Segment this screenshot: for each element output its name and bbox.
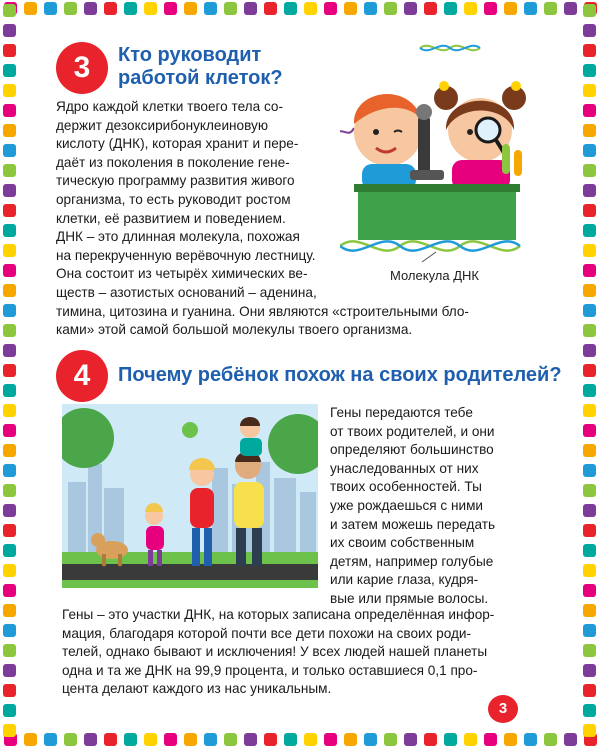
border-square [583, 164, 596, 177]
magnifier-icon [476, 118, 500, 142]
border-square [583, 264, 596, 277]
border-square [583, 704, 596, 717]
text-line: от твоих родителей, и они [330, 423, 495, 439]
text-line: организма, то есть руководит ростом [56, 191, 291, 207]
border-square [583, 104, 596, 117]
border-square [504, 733, 517, 746]
border-square [424, 733, 437, 746]
section-3-title-line: работой клеток? [118, 67, 283, 89]
border-square [3, 244, 16, 257]
family-illustration [62, 404, 318, 588]
dna-icon [340, 128, 354, 136]
border-square [583, 4, 596, 17]
border-square [144, 2, 157, 15]
border-square [464, 733, 477, 746]
border-square [504, 2, 517, 15]
text-line: даёт из поколения в поколение гене- [56, 154, 290, 170]
border-square [204, 733, 217, 746]
border-square [3, 24, 16, 37]
border-square [524, 2, 537, 15]
border-square [583, 444, 596, 457]
border-square [583, 284, 596, 297]
border-square [564, 733, 577, 746]
border-square [3, 684, 16, 697]
border-square [104, 733, 117, 746]
border-square [344, 2, 357, 15]
border-square [284, 2, 297, 15]
border-square [583, 664, 596, 677]
border-square [583, 404, 596, 417]
border-square [304, 733, 317, 746]
border-square [3, 144, 16, 157]
border-square [3, 444, 16, 457]
border-square [44, 733, 57, 746]
border-square [3, 584, 16, 597]
text-line: Она состоит из четырёх химических ве- [56, 266, 308, 282]
border-square [424, 2, 437, 15]
section-4-title: Почему ребёнок похож на своих родителей? [118, 364, 562, 386]
text-line: определяют большинство [330, 442, 494, 458]
text-line: на перекрученную верёвочную лестницу. [56, 247, 316, 263]
text-line: тическую программу развития живого [56, 173, 295, 189]
border-square [583, 424, 596, 437]
border-square [304, 2, 317, 15]
section-4-paragraph [62, 606, 494, 699]
border-square [583, 604, 596, 617]
border-square [3, 284, 16, 297]
border-square [583, 484, 596, 497]
border-square [324, 2, 337, 15]
border-square [544, 733, 557, 746]
border-square [3, 624, 16, 637]
border-square [583, 464, 596, 477]
text-line: ками» этой самой большой молекулы твоего организма. [56, 322, 413, 338]
border-square [444, 2, 457, 15]
border-square [583, 364, 596, 377]
decorative-border-top [0, 2, 600, 16]
border-square [284, 733, 297, 746]
border-square [544, 2, 557, 15]
border-square [3, 464, 16, 477]
border-square [404, 733, 417, 746]
border-square [3, 104, 16, 117]
border-square [484, 733, 497, 746]
border-square [3, 204, 16, 217]
text-line: вые или прямые волосы. [330, 590, 489, 606]
border-square [3, 704, 16, 717]
border-square [404, 2, 417, 15]
border-square [583, 324, 596, 337]
border-square [3, 44, 16, 57]
border-square [3, 84, 16, 97]
border-square [3, 164, 16, 177]
border-square [64, 733, 77, 746]
text-line: Ядро каждой клетки твоего тела со- [56, 99, 283, 114]
text-line: клетки, её развитием и поведением. [56, 210, 286, 226]
border-square [583, 724, 596, 737]
border-square [583, 504, 596, 517]
text-line: ществ – азотистых оснований – аденина, [56, 284, 317, 300]
border-square [3, 604, 16, 617]
border-square [3, 404, 16, 417]
border-square [84, 733, 97, 746]
border-square [583, 84, 596, 97]
border-square [464, 2, 477, 15]
border-square [164, 733, 177, 746]
border-square [3, 124, 16, 137]
border-square [3, 4, 16, 17]
page-number: 3 [488, 695, 518, 723]
border-square [64, 2, 77, 15]
section-4-number-badge: 4 [56, 350, 108, 402]
border-square [244, 2, 257, 15]
border-square [3, 484, 16, 497]
border-square [583, 304, 596, 317]
decorative-border-bottom [0, 733, 600, 747]
border-square [3, 264, 16, 277]
border-square [3, 384, 16, 397]
border-square [3, 664, 16, 677]
border-square [583, 184, 596, 197]
border-square [3, 324, 16, 337]
border-square [3, 564, 16, 577]
border-square [3, 304, 16, 317]
border-square [583, 544, 596, 557]
border-square [3, 544, 16, 557]
border-square [583, 124, 596, 137]
border-square [583, 624, 596, 637]
section-3-number-badge: 3 [56, 42, 108, 94]
border-square [344, 733, 357, 746]
text-line: или карие глаза, кудря- [330, 572, 479, 588]
border-square [124, 733, 137, 746]
border-square [184, 2, 197, 15]
border-square [3, 224, 16, 237]
border-square [184, 733, 197, 746]
border-square [583, 204, 596, 217]
border-square [224, 733, 237, 746]
border-square [384, 733, 397, 746]
border-square [3, 184, 16, 197]
border-square [583, 584, 596, 597]
border-square [583, 224, 596, 237]
text-line: их своим собственным [330, 535, 475, 551]
text-line: детям, например голубые [330, 553, 494, 569]
text-line: ДНК – это длинная молекула, похожая [56, 229, 300, 245]
border-square [583, 24, 596, 37]
kids-science-illustration [340, 40, 540, 290]
border-square [24, 733, 37, 746]
section-4-side-text [330, 404, 495, 609]
border-square [583, 44, 596, 57]
border-square [3, 344, 16, 357]
lab-table [358, 188, 516, 240]
border-square [583, 344, 596, 357]
decorative-border-left [2, 0, 18, 750]
border-square [204, 2, 217, 15]
border-square [364, 2, 377, 15]
border-square [84, 2, 97, 15]
test-tube-icon [514, 150, 522, 176]
text-line: кислоту (ДНК), которая хранит и пере- [56, 136, 299, 152]
text-line: унаследованных от них [330, 460, 479, 476]
text-line: одна и та же ДНК на 99,9 процента, и только оставшиеся 0,1 про- [62, 662, 478, 678]
border-square [564, 2, 577, 15]
section-3-title [118, 44, 283, 90]
border-square [24, 2, 37, 15]
border-square [164, 2, 177, 15]
text-line: мация, благодаря которой почти все дети похожи на своих роди- [62, 625, 472, 641]
text-line: держит дезоксирибонуклеиновую [56, 117, 269, 133]
border-square [144, 733, 157, 746]
border-square [583, 384, 596, 397]
border-square [3, 504, 16, 517]
border-square [583, 244, 596, 257]
text-line: Гены – это участки ДНК, на которых записана определённая инфор- [62, 607, 495, 622]
section-3-title-line: Кто руководит [118, 44, 262, 66]
border-square [384, 2, 397, 15]
text-line: Гены передаются тебе [330, 405, 473, 420]
border-square [244, 733, 257, 746]
border-square [44, 2, 57, 15]
text-line: цента делают каждого из нас уникальным. [62, 681, 332, 697]
border-square [484, 2, 497, 15]
border-square [3, 364, 16, 377]
border-square [3, 724, 16, 737]
dna-molecule-icon [340, 241, 520, 250]
border-square [3, 524, 16, 537]
border-square [524, 733, 537, 746]
border-square [583, 684, 596, 697]
dna-caption: Молекула ДНК [390, 268, 479, 283]
text-line: тимина, цитозина и гуанина. Они являются «строительными бло- [56, 303, 469, 319]
border-square [364, 733, 377, 746]
border-square [583, 144, 596, 157]
border-square [124, 2, 137, 15]
border-square [3, 644, 16, 657]
border-square [3, 424, 16, 437]
border-square [583, 64, 596, 77]
border-square [324, 733, 337, 746]
border-square [583, 644, 596, 657]
text-line: телей, однако бывают и исключения! У всех людей нашей планеты [62, 644, 488, 660]
text-line: и затем можешь передать [330, 516, 496, 532]
border-square [583, 564, 596, 577]
border-square [264, 2, 277, 15]
text-line: уже рождаешься с ними [330, 497, 484, 513]
border-square [264, 733, 277, 746]
border-square [583, 524, 596, 537]
test-tube-icon [502, 144, 510, 174]
border-square [3, 64, 16, 77]
border-square [224, 2, 237, 15]
dna-icon [420, 46, 480, 51]
decorative-border-right [582, 0, 598, 750]
text-line: твоих особенностей. Ты [330, 479, 482, 495]
border-square [104, 2, 117, 15]
border-square [444, 733, 457, 746]
